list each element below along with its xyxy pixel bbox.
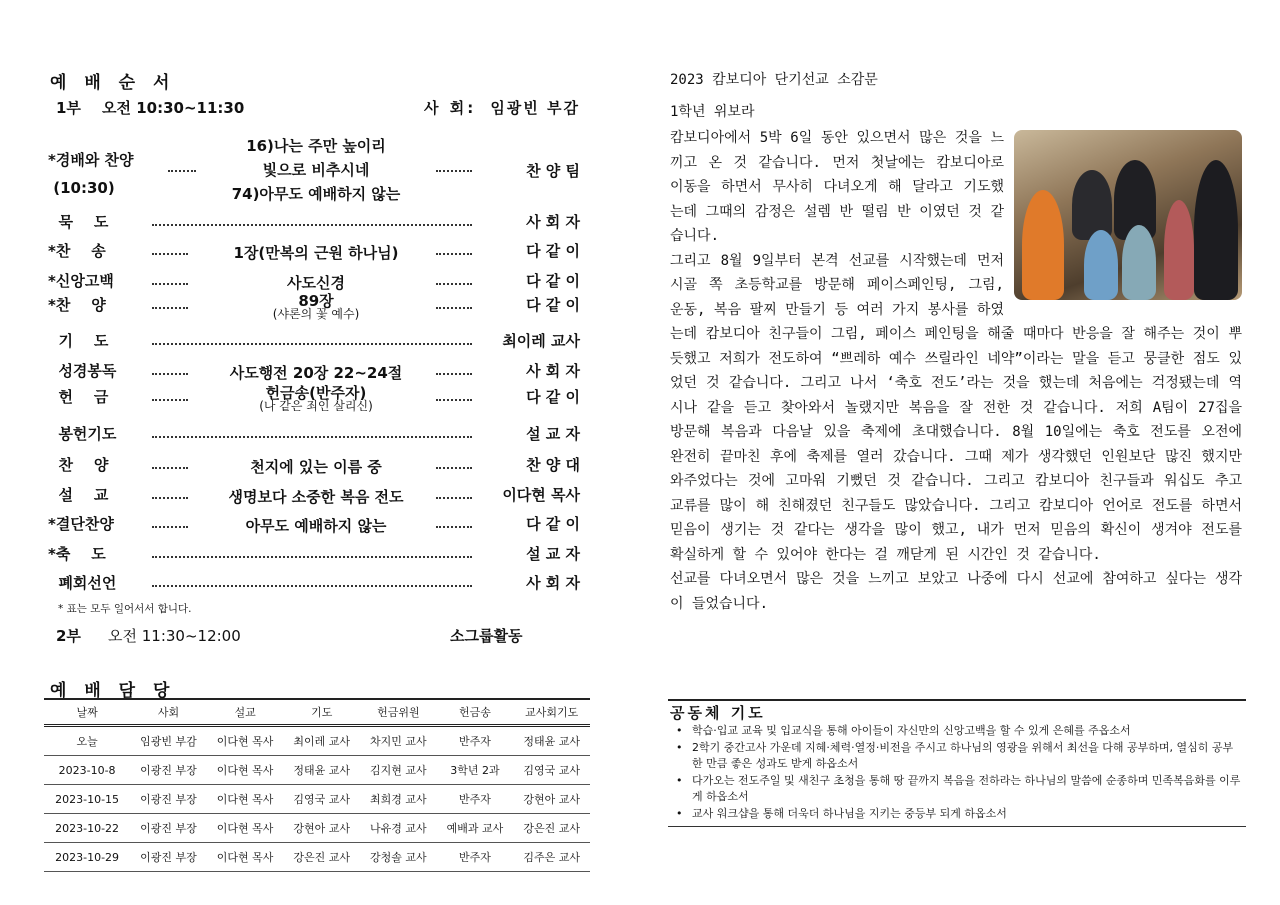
prayer-item: • 학습·입교 교육 및 입교식을 통해 아이들이 자신만의 신앙고백을 할 수 있게 은혜를 주옵소서 (668, 723, 1246, 740)
table-cell: 강청솔 교사 (360, 843, 437, 872)
session2-line (56, 625, 580, 647)
leader-dots (152, 253, 188, 255)
order-role: 다 같 이 (526, 272, 580, 290)
table-cell: 2023-10-29 (44, 843, 130, 872)
order-row (48, 543, 580, 569)
order-role: 사 회 자 (526, 362, 580, 380)
leader-dots (152, 373, 188, 375)
leader-dots (152, 224, 472, 226)
table-cell: 이다현 목사 (207, 726, 284, 756)
order-label: 봉헌기도 (48, 425, 117, 443)
table-cell: 이광진 부장 (130, 785, 207, 814)
leader-dots (436, 399, 472, 401)
order-role: 찬 양 팀 (526, 162, 580, 180)
prayer-title: 공동체 기도 (670, 704, 766, 722)
table-cell: 이다현 목사 (207, 814, 284, 843)
essay-paragraph: 선교를 다녀오면서 많은 것을 느끼고 보았고 나중에 다시 선교에 참여하고 싶다는 생각이 들었습니다. (670, 571, 1242, 612)
order-row (48, 330, 580, 356)
order-row (48, 294, 580, 320)
duty-header-row (44, 699, 590, 726)
table-cell: 강은진 교사 (513, 814, 590, 843)
table-cell: 나유경 교사 (360, 814, 437, 843)
duty-header-cell: 날짜 (44, 699, 130, 726)
table-cell: 이다현 목사 (207, 785, 284, 814)
order-content-line: 사도신경 (287, 274, 345, 292)
leader-dots (152, 343, 472, 345)
order-content-line: 74)아무도 예배하지 않는 (231, 185, 401, 203)
order-role: 다 같 이 (526, 515, 580, 533)
duty-header-cell: 사회 (130, 699, 207, 726)
duty-table (44, 698, 590, 872)
order-row (48, 386, 580, 412)
leader-dots (436, 253, 472, 255)
table-cell: 반주자 (437, 843, 514, 872)
table-row (44, 843, 590, 872)
order-content-line: 생명보다 소중한 복음 전도 (228, 488, 404, 506)
order-content-line: 빛으로 비추시네 (262, 161, 370, 179)
table-row (44, 756, 590, 785)
leader-dots (152, 497, 188, 499)
order-label: 설 교 (48, 486, 109, 504)
leader-dots (436, 307, 472, 309)
order-role: 사 회 자 (526, 574, 580, 592)
duty-title: 예 배 담 당 (50, 681, 176, 701)
leader-dots (436, 283, 472, 285)
table-cell: 김영국 교사 (283, 785, 360, 814)
session2-activity: 소그룹활동 (450, 627, 523, 645)
table-row (44, 785, 590, 814)
table-cell: 2023-10-15 (44, 785, 130, 814)
session1-time: 오전 10:30~11:30 (102, 99, 245, 117)
host-name: 임광빈 부감 (490, 99, 580, 117)
table-cell: 임광빈 부감 (130, 726, 207, 756)
table-cell: 김지현 교사 (360, 756, 437, 785)
order-label: 묵 도 (48, 213, 109, 231)
order-content (198, 294, 434, 321)
essay-paragraph: 캄보디아에서 5박 6일 동안 있으면서 많은 것을 느끼고 온 것 같습니다. 먼저 첫날에는 캄보디아로 이동을 하면서 무사히 다녀오게 해 달라고 기도했는데 그때의 감정은 설렘 반 떨림 반 이였던 것 같습니다. (670, 130, 1004, 244)
order-label: *경배와 찬양 (10:30) (48, 151, 134, 197)
table-cell: 이다현 목사 (207, 756, 284, 785)
order-label: 성경봉독 (48, 362, 117, 380)
order-label: 헌 금 (48, 388, 109, 406)
order-label: *찬 양 (48, 296, 106, 314)
order-label: *결단찬양 (48, 515, 114, 533)
table-cell: 강현아 교사 (283, 814, 360, 843)
order-content-line: 천지에 있는 이름 중 (250, 458, 382, 476)
table-cell: 이다현 목사 (207, 843, 284, 872)
order-role: 찬 양 대 (526, 456, 580, 474)
leader-dots (152, 585, 472, 587)
order-content (198, 240, 434, 266)
order-content-sub: (샤론의 꽃 예수) (272, 307, 360, 321)
order-content-line: 16)나는 주만 높이리 (246, 137, 386, 155)
order-label: *축 도 (48, 545, 106, 563)
essay-title: 2023 캄보디아 단기선교 소감문 (670, 72, 878, 88)
leader-dots (168, 170, 196, 172)
table-cell: 2023-10-22 (44, 814, 130, 843)
table-cell: 오늘 (44, 726, 130, 756)
leader-dots (436, 467, 472, 469)
order-label: 폐회선언 (48, 574, 117, 592)
order-role: 이다현 목사 (502, 486, 580, 504)
standing-note: * 표는 모두 일어서서 합니다. (58, 603, 192, 615)
order-row (48, 484, 580, 510)
table-cell: 정태윤 교사 (513, 726, 590, 756)
order-role: 설 교 자 (526, 545, 580, 563)
order-row (48, 211, 580, 237)
prayer-section (668, 699, 1246, 827)
table-cell: 3학년 2과 (437, 756, 514, 785)
table-row (44, 726, 590, 756)
order-role: 최이레 교사 (502, 332, 580, 350)
leader-dots (436, 497, 472, 499)
order-content (198, 454, 434, 480)
order-row (48, 454, 580, 480)
order-row (48, 572, 580, 598)
order-content-line: 헌금송(반주자) (265, 384, 367, 402)
order-row (48, 240, 580, 266)
table-cell: 강은진 교사 (283, 843, 360, 872)
prayer-list (668, 723, 1246, 827)
session2-time: 오전 11:30~12:00 (108, 627, 241, 645)
order-content (198, 134, 434, 206)
host-label: 사 회: (424, 99, 477, 117)
order-content (198, 360, 434, 386)
order-label: 찬 양 (48, 456, 109, 474)
table-cell: 최이레 교사 (283, 726, 360, 756)
table-cell: 예배과 교사 (437, 814, 514, 843)
leader-dots (152, 283, 188, 285)
table-cell: 최희경 교사 (360, 785, 437, 814)
order-role: 다 같 이 (526, 242, 580, 260)
leader-dots (152, 467, 188, 469)
order-content-line: 1장(만복의 근원 하나님) (233, 244, 399, 262)
order-label: 기 도 (48, 332, 109, 350)
order-row (48, 134, 580, 206)
mission-photo (1014, 130, 1242, 300)
table-cell: 2023-10-8 (44, 756, 130, 785)
session1-label: 1부 (56, 99, 81, 117)
duty-header-cell: 헌금위원 (360, 699, 437, 726)
duty-header-cell: 설교 (207, 699, 284, 726)
table-cell: 반주자 (437, 726, 514, 756)
table-cell: 차지민 교사 (360, 726, 437, 756)
prayer-item: • 2학기 중간고사 가운데 지혜·체력·열정·비전을 주시고 하나님의 영광을 위해서 최선을 다해 공부하며, 열심히 공부한 만큼 좋은 성과도 받게 하옵소서 (668, 740, 1246, 773)
order-row (48, 360, 580, 386)
order-role: 설 교 자 (526, 425, 580, 443)
order-row (48, 513, 580, 539)
order-content-line: 89장 (298, 292, 334, 310)
order-label: *찬 송 (48, 242, 106, 260)
table-cell: 강현아 교사 (513, 785, 590, 814)
prayer-item: • 교사 워크샵을 통해 더욱더 하나님을 지키는 중등부 되게 하옵소서 (668, 806, 1246, 823)
table-cell: 정태윤 교사 (283, 756, 360, 785)
table-cell: 반주자 (437, 785, 514, 814)
table-cell: 김영국 교사 (513, 756, 590, 785)
order-content-sub: (나 같은 죄인 살리신) (259, 399, 373, 413)
order-row (48, 423, 580, 449)
order-content (198, 386, 434, 413)
leader-dots (436, 373, 472, 375)
table-cell: 김주은 교사 (513, 843, 590, 872)
leader-dots (436, 170, 472, 172)
order-content-line: 아무도 예배하지 않는 (245, 517, 387, 535)
order-role: 사 회 자 (526, 213, 580, 231)
leader-dots (152, 307, 188, 309)
leader-dots (436, 526, 472, 528)
leader-dots (152, 399, 188, 401)
duty-header-cell: 기도 (283, 699, 360, 726)
table-cell: 이광진 부장 (130, 756, 207, 785)
table-row (44, 814, 590, 843)
table-cell: 이광진 부장 (130, 843, 207, 872)
order-role: 다 같 이 (526, 388, 580, 406)
session2-label: 2부 (56, 627, 81, 645)
order-label: *신앙고백 (48, 272, 114, 290)
order-content (198, 484, 434, 510)
duty-body (44, 726, 590, 872)
essay-body (670, 126, 1242, 616)
order-title: 예 배 순 서 (50, 73, 176, 93)
essay-author: 1학년 위보라 (670, 104, 755, 120)
duty-header-cell: 헌금송 (437, 699, 514, 726)
essay-paragraph: 그리고 8월 9일부터 본격 선교를 시작했는데 먼저 시골 쪽 초등학교를 방문해 페이스페인팅, 그림, 운동, 복음 팔찌 만들기 등 여러 가지 봉사를 하였는데 캄보디아 친구들이 그림, 페이스 페인팅을 해줄 때마다 반응을 잘 해주는 것이 뿌듯했고 저희가 전도하여 “쁘레하 예수 쓰릴라인 네약”이라는 말을 듣고 뭉클한 점도 있었던 것 같습니다. 그리고 나서 ‘축호 전도’라는 것을 했는데 처음에는 걱정됐는데 역시나 같을 듣고 찾아와서 놀랬지만 복음을 잘 전한 것 같습니다. 저희 A팀이 27집을 방문해 복음과 다음날 있을 축제에 초대했습니다. 8월 10일에는 축호 전도를 오전에 완전히 끝마친 후에 축제를 열러 갔습니다. 그때 제가 생각했던 인원보단 많진 했지만 와주었다는 것에 고마워 기뻤던 것 같습니다. 그리고 캄보디아 친구들과 워십도 추고 교류를 많이 해 친해졌던 친구들도 많았습니다. 그리고 캄보디아 언어로 전도를 하면서 믿음이 생기는 것 같다는 생각을 많이 했고, 내가 먼저 믿음의 확신이 생겨야 전도를 확실하게 할 수 있어야 한다는 걸 깨닫게 된 시간인 것 같습니다. (670, 252, 1242, 563)
leader-dots (152, 526, 188, 528)
leader-dots (152, 436, 472, 438)
table-cell: 이광진 부장 (130, 814, 207, 843)
order-content-line: 사도행전 20장 22~24절 (229, 364, 403, 382)
order-role: 다 같 이 (526, 296, 580, 314)
order-content (198, 513, 434, 539)
session1-line (56, 97, 580, 119)
duty-header-cell: 교사회기도 (513, 699, 590, 726)
prayer-item: • 다가오는 전도주일 및 새친구 초청을 통해 땅 끝까지 복음을 전하라는 하나님의 말씀에 순종하며 민족복음화를 이루게 하옵소서 (668, 773, 1246, 806)
leader-dots (152, 556, 472, 558)
